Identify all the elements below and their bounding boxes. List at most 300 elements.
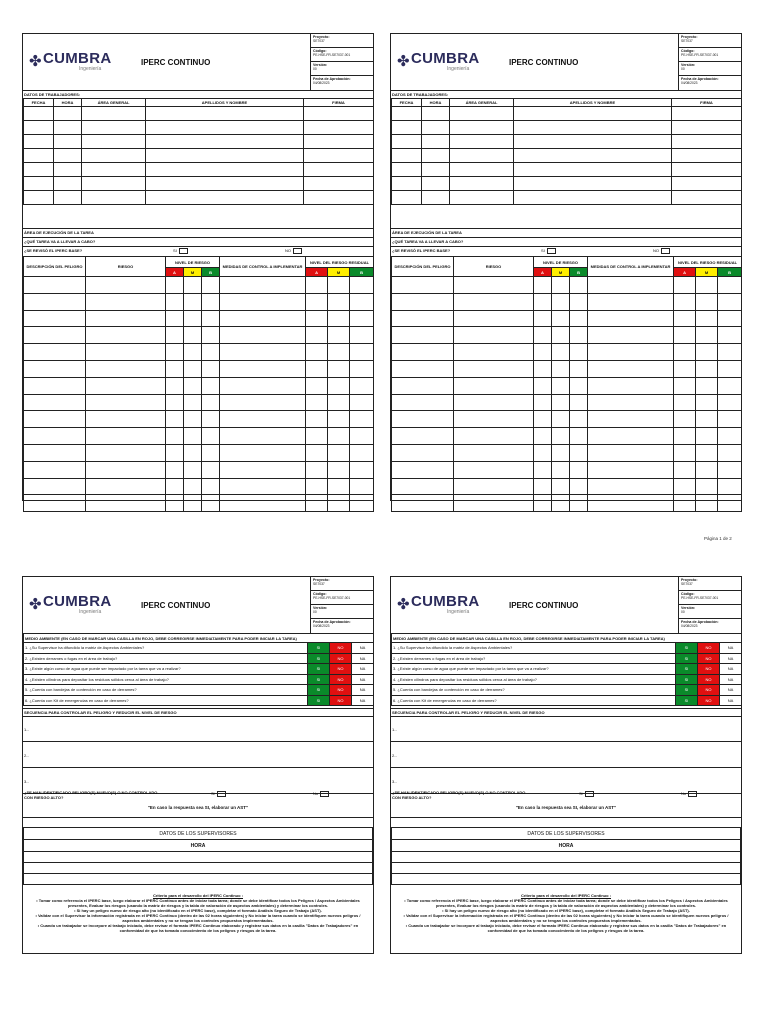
risk-cell[interactable] <box>220 293 306 310</box>
risk-cell[interactable] <box>588 310 674 327</box>
risk-cell[interactable] <box>86 377 166 394</box>
risk-cell[interactable] <box>570 310 588 327</box>
risk-cell[interactable] <box>350 495 374 512</box>
risk-cell[interactable] <box>306 478 328 495</box>
risk-cell[interactable] <box>718 495 742 512</box>
risk-cell[interactable] <box>306 411 328 428</box>
risk-cell[interactable] <box>166 444 184 461</box>
risk-cell[interactable] <box>184 327 202 344</box>
risk-cell[interactable] <box>350 344 374 361</box>
risk-cell[interactable] <box>674 394 696 411</box>
risk-cell[interactable] <box>588 344 674 361</box>
workers-cell[interactable] <box>146 121 304 135</box>
risk-cell[interactable] <box>534 293 552 310</box>
risk-cell[interactable] <box>328 428 350 445</box>
risk-cell[interactable] <box>220 411 306 428</box>
risk-cell[interactable] <box>570 411 588 428</box>
risk-cell[interactable] <box>350 310 374 327</box>
workers-cell[interactable] <box>24 163 54 177</box>
risk-cell[interactable] <box>350 461 374 478</box>
risk-cell[interactable] <box>392 444 454 461</box>
risk-cell[interactable] <box>588 377 674 394</box>
workers-cell[interactable] <box>146 135 304 149</box>
workers-cell[interactable] <box>24 149 54 163</box>
risk-cell[interactable] <box>166 344 184 361</box>
risk-cell[interactable] <box>534 478 552 495</box>
answer-si[interactable]: SI <box>676 664 698 675</box>
risk-cell[interactable] <box>674 360 696 377</box>
sequence-step-1[interactable]: 1.- <box>392 727 397 732</box>
risk-cell[interactable] <box>166 411 184 428</box>
answer-no[interactable]: NO <box>330 664 352 675</box>
risk-cell[interactable] <box>718 394 742 411</box>
risk-cell[interactable] <box>86 495 166 512</box>
answer-na[interactable]: NA <box>720 695 742 706</box>
answer-no[interactable]: NO <box>698 685 720 696</box>
risk-cell[interactable] <box>86 411 166 428</box>
risk-cell[interactable] <box>534 444 552 461</box>
risk-cell[interactable] <box>306 444 328 461</box>
risk-cell[interactable] <box>674 277 696 294</box>
answer-na[interactable]: NA <box>720 643 742 654</box>
answer-si[interactable]: SI <box>676 643 698 654</box>
risk-cell[interactable] <box>202 360 220 377</box>
risk-cell[interactable] <box>674 444 696 461</box>
risk-cell[interactable] <box>718 377 742 394</box>
sequence-step-3[interactable]: 3.- <box>24 779 29 784</box>
risk-cell[interactable] <box>588 411 674 428</box>
risk-cell[interactable] <box>674 461 696 478</box>
risk-cell[interactable] <box>202 478 220 495</box>
risk-cell[interactable] <box>202 495 220 512</box>
risk-cell[interactable] <box>674 377 696 394</box>
risk-cell[interactable] <box>534 310 552 327</box>
risk-cell[interactable] <box>454 428 534 445</box>
risk-cell[interactable] <box>570 344 588 361</box>
answer-no[interactable]: NO <box>330 643 352 654</box>
risk-cell[interactable] <box>306 377 328 394</box>
risk-cell[interactable] <box>328 394 350 411</box>
answer-na[interactable]: NA <box>720 685 742 696</box>
risk-cell[interactable] <box>86 360 166 377</box>
risk-cell[interactable] <box>696 411 718 428</box>
risk-cell[interactable] <box>24 344 86 361</box>
risk-cell[interactable] <box>392 310 454 327</box>
new-hazard-no-option[interactable] <box>681 791 697 797</box>
risk-cell[interactable] <box>220 461 306 478</box>
risk-cell[interactable] <box>166 428 184 445</box>
risk-cell[interactable] <box>674 411 696 428</box>
workers-cell[interactable] <box>146 191 304 205</box>
risk-cell[interactable] <box>350 277 374 294</box>
workers-cell[interactable] <box>450 191 514 205</box>
risk-cell[interactable] <box>184 461 202 478</box>
risk-cell[interactable] <box>166 327 184 344</box>
risk-cell[interactable] <box>454 478 534 495</box>
risk-cell[interactable] <box>24 377 86 394</box>
answer-si[interactable]: SI <box>676 653 698 664</box>
workers-cell[interactable] <box>514 191 672 205</box>
workers-cell[interactable] <box>422 191 450 205</box>
risk-cell[interactable] <box>86 344 166 361</box>
workers-cell[interactable] <box>24 107 54 121</box>
risk-cell[interactable] <box>202 444 220 461</box>
risk-cell[interactable] <box>86 394 166 411</box>
si-checkbox[interactable] <box>179 248 188 254</box>
workers-cell[interactable] <box>54 191 82 205</box>
risk-cell[interactable] <box>534 411 552 428</box>
risk-cell[interactable] <box>220 478 306 495</box>
risk-cell[interactable] <box>328 377 350 394</box>
risk-cell[interactable] <box>392 495 454 512</box>
risk-cell[interactable] <box>86 277 166 294</box>
risk-cell[interactable] <box>350 428 374 445</box>
risk-cell[interactable] <box>306 277 328 294</box>
risk-cell[interactable] <box>24 327 86 344</box>
risk-cell[interactable] <box>570 377 588 394</box>
workers-cell[interactable] <box>392 191 422 205</box>
workers-cell[interactable] <box>514 163 672 177</box>
risk-cell[interactable] <box>534 360 552 377</box>
answer-no[interactable]: NO <box>698 674 720 685</box>
risk-cell[interactable] <box>202 428 220 445</box>
risk-cell[interactable] <box>202 461 220 478</box>
risk-cell[interactable] <box>588 327 674 344</box>
risk-cell[interactable] <box>552 327 570 344</box>
risk-cell[interactable] <box>24 310 86 327</box>
workers-cell[interactable] <box>392 135 422 149</box>
risk-cell[interactable] <box>166 277 184 294</box>
risk-cell[interactable] <box>588 277 674 294</box>
risk-cell[interactable] <box>392 360 454 377</box>
risk-cell[interactable] <box>202 377 220 394</box>
answer-si[interactable]: SI <box>308 643 330 654</box>
risk-cell[interactable] <box>328 478 350 495</box>
workers-cell[interactable] <box>54 135 82 149</box>
base-no-option[interactable] <box>285 248 302 254</box>
risk-cell[interactable] <box>552 461 570 478</box>
risk-cell[interactable] <box>454 277 534 294</box>
risk-cell[interactable] <box>454 327 534 344</box>
risk-cell[interactable] <box>202 394 220 411</box>
workers-cell[interactable] <box>450 107 514 121</box>
risk-cell[interactable] <box>166 310 184 327</box>
answer-si[interactable]: SI <box>308 685 330 696</box>
workers-cell[interactable] <box>24 191 54 205</box>
base-no-option[interactable] <box>653 248 670 254</box>
risk-cell[interactable] <box>24 495 86 512</box>
risk-cell[interactable] <box>674 428 696 445</box>
risk-cell[interactable] <box>570 444 588 461</box>
workers-cell[interactable] <box>450 149 514 163</box>
answer-no[interactable]: NO <box>330 685 352 696</box>
supervisor-cell[interactable] <box>392 863 741 874</box>
risk-cell[interactable] <box>24 293 86 310</box>
answer-na[interactable]: NA <box>720 674 742 685</box>
risk-cell[interactable] <box>674 327 696 344</box>
risk-cell[interactable] <box>454 293 534 310</box>
risk-cell[interactable] <box>454 411 534 428</box>
risk-cell[interactable] <box>534 277 552 294</box>
risk-cell[interactable] <box>718 461 742 478</box>
risk-cell[interactable] <box>24 444 86 461</box>
risk-cell[interactable] <box>552 428 570 445</box>
risk-cell[interactable] <box>202 344 220 361</box>
workers-cell[interactable] <box>672 135 742 149</box>
workers-cell[interactable] <box>82 177 146 191</box>
risk-cell[interactable] <box>392 327 454 344</box>
workers-cell[interactable] <box>422 149 450 163</box>
risk-cell[interactable] <box>696 377 718 394</box>
risk-cell[interactable] <box>328 310 350 327</box>
answer-si[interactable]: SI <box>308 674 330 685</box>
si-checkbox[interactable] <box>585 791 594 797</box>
risk-cell[interactable] <box>674 293 696 310</box>
risk-cell[interactable] <box>184 293 202 310</box>
workers-cell[interactable] <box>672 191 742 205</box>
risk-cell[interactable] <box>570 394 588 411</box>
base-si-option[interactable] <box>541 248 556 254</box>
risk-cell[interactable] <box>696 428 718 445</box>
risk-cell[interactable] <box>184 478 202 495</box>
workers-cell[interactable] <box>304 107 374 121</box>
risk-cell[interactable] <box>166 394 184 411</box>
risk-cell[interactable] <box>350 327 374 344</box>
answer-na[interactable]: NA <box>352 674 374 685</box>
risk-cell[interactable] <box>166 360 184 377</box>
answer-si[interactable]: SI <box>676 674 698 685</box>
workers-cell[interactable] <box>304 135 374 149</box>
workers-cell[interactable] <box>450 163 514 177</box>
risk-cell[interactable] <box>674 495 696 512</box>
workers-cell[interactable] <box>672 163 742 177</box>
answer-na[interactable]: NA <box>352 664 374 675</box>
risk-cell[interactable] <box>696 344 718 361</box>
risk-cell[interactable] <box>674 478 696 495</box>
workers-cell[interactable] <box>392 149 422 163</box>
risk-cell[interactable] <box>350 444 374 461</box>
risk-cell[interactable] <box>306 310 328 327</box>
workers-cell[interactable] <box>146 177 304 191</box>
answer-no[interactable]: NO <box>698 664 720 675</box>
workers-cell[interactable] <box>514 107 672 121</box>
risk-cell[interactable] <box>306 428 328 445</box>
answer-na[interactable]: NA <box>720 653 742 664</box>
risk-cell[interactable] <box>392 411 454 428</box>
answer-no[interactable]: NO <box>330 653 352 664</box>
risk-cell[interactable] <box>454 377 534 394</box>
risk-cell[interactable] <box>588 360 674 377</box>
workers-cell[interactable] <box>24 121 54 135</box>
workers-cell[interactable] <box>304 121 374 135</box>
si-checkbox[interactable] <box>217 791 226 797</box>
workers-cell[interactable] <box>422 121 450 135</box>
risk-cell[interactable] <box>570 327 588 344</box>
risk-cell[interactable] <box>184 277 202 294</box>
risk-cell[interactable] <box>184 377 202 394</box>
risk-cell[interactable] <box>328 411 350 428</box>
workers-cell[interactable] <box>146 107 304 121</box>
no-checkbox[interactable] <box>320 791 329 797</box>
answer-si[interactable]: SI <box>676 695 698 706</box>
workers-cell[interactable] <box>450 121 514 135</box>
risk-cell[interactable] <box>306 344 328 361</box>
risk-cell[interactable] <box>350 411 374 428</box>
risk-cell[interactable] <box>86 478 166 495</box>
risk-cell[interactable] <box>718 293 742 310</box>
risk-cell[interactable] <box>328 495 350 512</box>
risk-cell[interactable] <box>202 327 220 344</box>
workers-cell[interactable] <box>304 191 374 205</box>
workers-cell[interactable] <box>392 107 422 121</box>
workers-cell[interactable] <box>146 163 304 177</box>
risk-cell[interactable] <box>350 293 374 310</box>
risk-cell[interactable] <box>718 428 742 445</box>
risk-cell[interactable] <box>220 444 306 461</box>
risk-cell[interactable] <box>696 394 718 411</box>
risk-cell[interactable] <box>306 495 328 512</box>
risk-cell[interactable] <box>552 310 570 327</box>
risk-cell[interactable] <box>86 444 166 461</box>
answer-no[interactable]: NO <box>330 674 352 685</box>
answer-na[interactable]: NA <box>352 695 374 706</box>
workers-cell[interactable] <box>304 163 374 177</box>
risk-cell[interactable] <box>328 293 350 310</box>
risk-cell[interactable] <box>696 360 718 377</box>
risk-cell[interactable] <box>392 428 454 445</box>
workers-cell[interactable] <box>24 177 54 191</box>
risk-cell[interactable] <box>552 411 570 428</box>
risk-cell[interactable] <box>718 327 742 344</box>
risk-cell[interactable] <box>86 310 166 327</box>
workers-cell[interactable] <box>392 163 422 177</box>
risk-cell[interactable] <box>552 495 570 512</box>
risk-cell[interactable] <box>24 394 86 411</box>
workers-cell[interactable] <box>514 121 672 135</box>
risk-cell[interactable] <box>696 277 718 294</box>
answer-na[interactable]: NA <box>720 664 742 675</box>
risk-cell[interactable] <box>718 310 742 327</box>
risk-cell[interactable] <box>166 478 184 495</box>
risk-cell[interactable] <box>696 461 718 478</box>
sequence-step-2[interactable]: 2.- <box>392 753 397 758</box>
risk-cell[interactable] <box>534 495 552 512</box>
risk-cell[interactable] <box>696 478 718 495</box>
workers-cell[interactable] <box>672 107 742 121</box>
risk-cell[interactable] <box>220 377 306 394</box>
workers-cell[interactable] <box>146 149 304 163</box>
si-checkbox[interactable] <box>547 248 556 254</box>
risk-cell[interactable] <box>166 377 184 394</box>
risk-cell[interactable] <box>350 394 374 411</box>
risk-cell[interactable] <box>392 293 454 310</box>
risk-cell[interactable] <box>220 394 306 411</box>
risk-cell[interactable] <box>166 461 184 478</box>
supervisor-cell[interactable] <box>392 874 741 885</box>
risk-cell[interactable] <box>184 444 202 461</box>
risk-cell[interactable] <box>392 277 454 294</box>
workers-cell[interactable] <box>450 177 514 191</box>
no-checkbox[interactable] <box>661 248 670 254</box>
risk-cell[interactable] <box>184 394 202 411</box>
workers-cell[interactable] <box>392 177 422 191</box>
risk-cell[interactable] <box>674 344 696 361</box>
sequence-step-1[interactable]: 1.- <box>24 727 29 732</box>
workers-cell[interactable] <box>450 135 514 149</box>
workers-cell[interactable] <box>672 177 742 191</box>
supervisor-cell[interactable] <box>24 852 373 863</box>
workers-cell[interactable] <box>54 149 82 163</box>
risk-cell[interactable] <box>24 411 86 428</box>
risk-cell[interactable] <box>696 293 718 310</box>
risk-cell[interactable] <box>534 428 552 445</box>
risk-cell[interactable] <box>534 344 552 361</box>
risk-cell[interactable] <box>696 327 718 344</box>
risk-cell[interactable] <box>328 277 350 294</box>
risk-cell[interactable] <box>588 495 674 512</box>
workers-cell[interactable] <box>422 163 450 177</box>
base-si-option[interactable] <box>173 248 188 254</box>
risk-cell[interactable] <box>350 478 374 495</box>
risk-cell[interactable] <box>454 444 534 461</box>
supervisor-cell[interactable] <box>392 852 741 863</box>
workers-cell[interactable] <box>82 121 146 135</box>
risk-cell[interactable] <box>552 377 570 394</box>
workers-cell[interactable] <box>422 177 450 191</box>
workers-cell[interactable] <box>422 107 450 121</box>
risk-cell[interactable] <box>392 344 454 361</box>
risk-cell[interactable] <box>86 461 166 478</box>
risk-cell[interactable] <box>718 478 742 495</box>
answer-si[interactable]: SI <box>308 664 330 675</box>
risk-cell[interactable] <box>86 293 166 310</box>
risk-cell[interactable] <box>202 411 220 428</box>
risk-cell[interactable] <box>202 293 220 310</box>
risk-cell[interactable] <box>454 461 534 478</box>
risk-cell[interactable] <box>328 344 350 361</box>
no-checkbox[interactable] <box>293 248 302 254</box>
risk-cell[interactable] <box>392 461 454 478</box>
answer-na[interactable]: NA <box>352 685 374 696</box>
answer-na[interactable]: NA <box>352 643 374 654</box>
answer-na[interactable]: NA <box>352 653 374 664</box>
risk-cell[interactable] <box>534 327 552 344</box>
workers-cell[interactable] <box>54 177 82 191</box>
workers-cell[interactable] <box>672 149 742 163</box>
risk-cell[interactable] <box>674 310 696 327</box>
risk-cell[interactable] <box>328 327 350 344</box>
workers-cell[interactable] <box>24 135 54 149</box>
risk-cell[interactable] <box>184 310 202 327</box>
risk-cell[interactable] <box>306 461 328 478</box>
risk-cell[interactable] <box>534 394 552 411</box>
risk-cell[interactable] <box>570 293 588 310</box>
workers-cell[interactable] <box>82 163 146 177</box>
risk-cell[interactable] <box>392 478 454 495</box>
risk-cell[interactable] <box>328 444 350 461</box>
risk-cell[interactable] <box>202 310 220 327</box>
new-hazard-si-option[interactable] <box>211 791 226 797</box>
risk-cell[interactable] <box>718 360 742 377</box>
risk-cell[interactable] <box>588 428 674 445</box>
risk-cell[interactable] <box>306 327 328 344</box>
risk-cell[interactable] <box>220 495 306 512</box>
risk-cell[interactable] <box>454 344 534 361</box>
risk-cell[interactable] <box>696 310 718 327</box>
risk-cell[interactable] <box>454 310 534 327</box>
risk-cell[interactable] <box>86 428 166 445</box>
workers-cell[interactable] <box>514 149 672 163</box>
